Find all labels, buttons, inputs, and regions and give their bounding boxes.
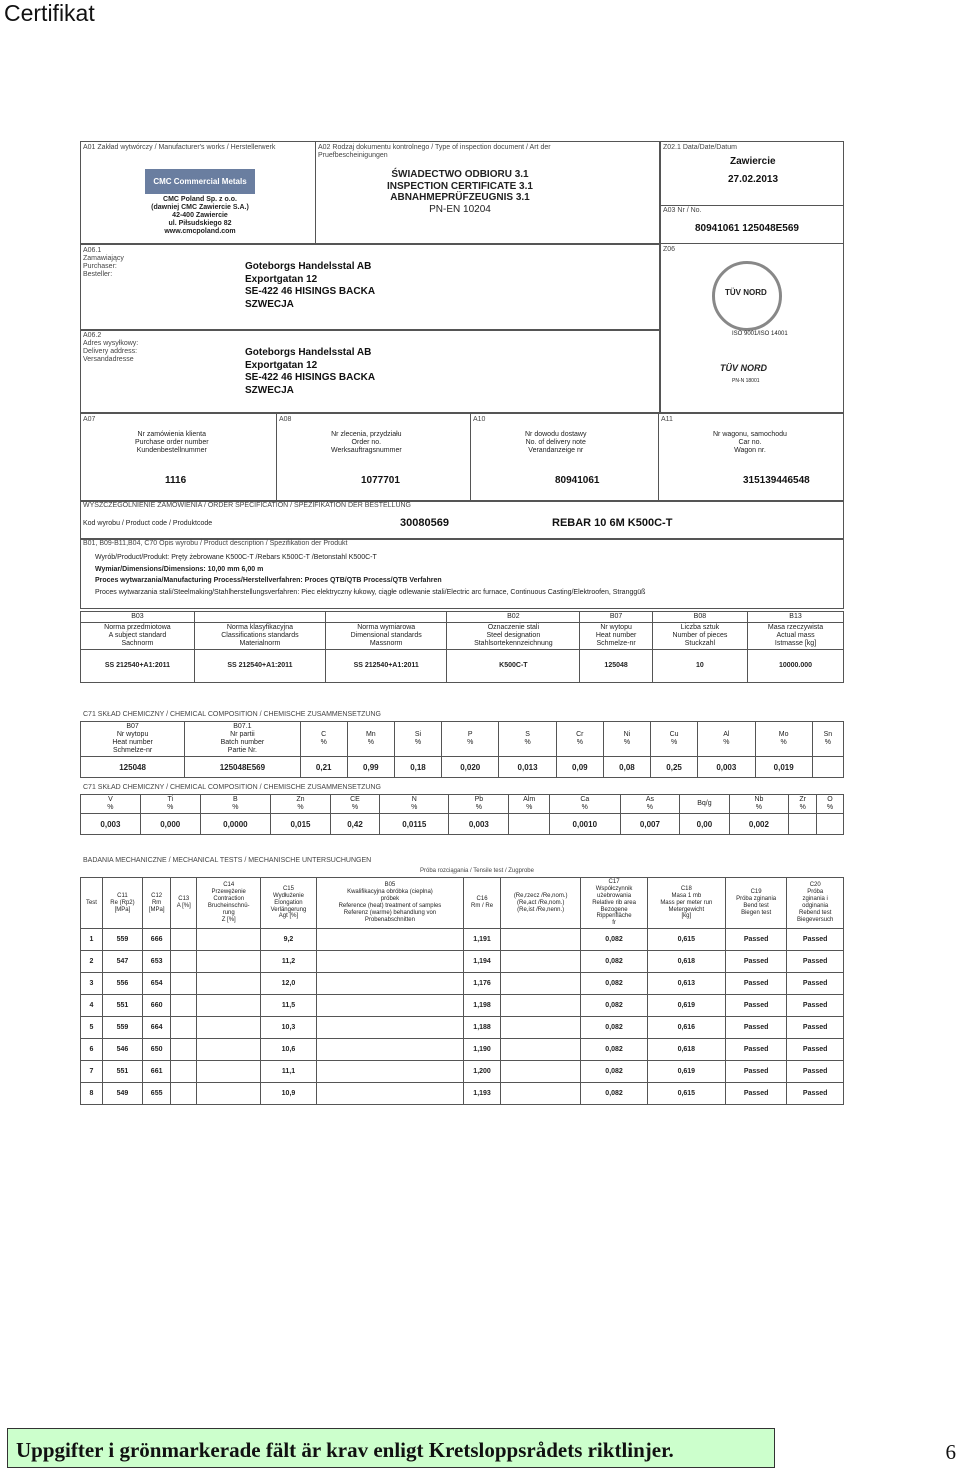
- cell: Passed: [725, 1061, 787, 1083]
- column-header: B07.1 Nr partii Batch number Partie Nr.: [185, 722, 300, 757]
- product-name: REBAR 10 6M K500C-T: [552, 517, 673, 529]
- cell: 1,188: [464, 1017, 501, 1039]
- a03-label: A03 Nr / No.: [663, 207, 702, 214]
- ref-label: Nr zamówienia klienta Purchase order number Kundenbestellnummer: [135, 431, 209, 455]
- cell: Passed: [725, 995, 787, 1017]
- cell: 655: [143, 1083, 171, 1105]
- cell: 1: [81, 929, 103, 951]
- cell: [817, 814, 844, 835]
- ref-value: 315139446548: [743, 475, 810, 486]
- column-header: Cr %: [556, 722, 603, 757]
- cell: 4: [81, 995, 103, 1017]
- cell: 650: [143, 1039, 171, 1061]
- std-code: B02: [447, 612, 580, 623]
- cell: [501, 973, 581, 995]
- cell: [171, 973, 197, 995]
- std-header: Masa rzeczywista Actual mass Istmasse [kg]: [748, 623, 844, 650]
- delivery-label: A06.2: [83, 332, 102, 339]
- column-header: C15 Wydłużenie Elongation Verlängerung Agt [%]: [261, 878, 317, 929]
- purchaser-line: Exportgatan 12: [245, 273, 318, 285]
- cell: 6: [81, 1039, 103, 1061]
- manufacturer-line: ul. Piłsudskiego 82: [168, 220, 232, 228]
- cell: Passed: [787, 995, 844, 1017]
- cell: 0,00: [680, 814, 729, 835]
- cell: 559: [102, 929, 142, 951]
- table-row: [81, 1083, 844, 1105]
- cell: 559: [102, 1017, 142, 1039]
- column-header: Zr %: [789, 795, 817, 814]
- delivery-line: Exportgatan 12: [245, 359, 318, 371]
- cell: 1,190: [464, 1039, 501, 1061]
- ref-divider: [658, 413, 659, 501]
- cell: 0,003: [81, 814, 141, 835]
- column-header: C11 Re (Rp2) [MPa]: [102, 878, 142, 929]
- std-row: [81, 612, 844, 623]
- column-header: CE %: [330, 795, 379, 814]
- cell: Passed: [787, 1039, 844, 1061]
- cell: 0,09: [556, 757, 603, 778]
- a01-label: A01 Zakład wytwórczy / Manufacturer's works / Herstellerwerk: [83, 144, 276, 151]
- cell: [316, 1083, 463, 1105]
- product-description: [95, 552, 645, 598]
- cell: 0,619: [647, 1061, 725, 1083]
- cell: 653: [143, 951, 171, 973]
- cell: [501, 1083, 581, 1105]
- column-header: Zn %: [271, 795, 331, 814]
- std-value: SS 212540+A1:2011: [81, 650, 195, 683]
- cell: 547: [102, 951, 142, 973]
- ref-code: A10: [473, 416, 486, 423]
- std-value: K500C-T: [447, 650, 580, 683]
- column-header: N %: [380, 795, 449, 814]
- cell: [501, 1061, 581, 1083]
- cell: 2: [81, 951, 103, 973]
- cell: 0,615: [647, 1083, 725, 1105]
- cell: 125048: [81, 757, 185, 778]
- column-header: P %: [442, 722, 499, 757]
- cell: 0,015: [271, 814, 331, 835]
- doc-type-line: ABNAHMEPRÜFZEUGNIS 3.1: [390, 192, 530, 203]
- cell: 1,198: [464, 995, 501, 1017]
- cell: 0,615: [647, 929, 725, 951]
- cell: 661: [143, 1061, 171, 1083]
- column-header: (Re,rzecz /Re,nom.) (Re,act /Re,nom.) (Re,ist /Re,nenn.): [501, 878, 581, 929]
- cell: [197, 973, 261, 995]
- cell: 0,082: [581, 1061, 648, 1083]
- column-header: As %: [620, 795, 680, 814]
- delivery-label: Delivery address:: [83, 348, 138, 356]
- cell: 1,191: [464, 929, 501, 951]
- purchaser-label: Purchaser:: [83, 263, 117, 271]
- std-row: [81, 650, 844, 683]
- cell: [789, 814, 817, 835]
- std-code: [194, 612, 325, 623]
- manufacturer-line: (dawniej CMC Zawiercie S.A.): [151, 204, 249, 212]
- cell: 1,200: [464, 1061, 501, 1083]
- cell: [501, 929, 581, 951]
- cell: Passed: [787, 929, 844, 951]
- table-row: [81, 757, 844, 778]
- footer-note: Uppgifter i grönmarkerade fält är krav enligt Kretsloppsrådets riktlinjer.: [7, 1428, 775, 1468]
- table-row: [81, 1061, 844, 1083]
- purchaser-label: A06.1: [83, 247, 102, 254]
- std-row: [81, 623, 844, 650]
- cell: [171, 929, 197, 951]
- chem1-header: C71 SKŁAD CHEMICZNY / CHEMICAL COMPOSITION / CHEMISCHE ZUSAMMENSETZUNG: [83, 711, 381, 718]
- cell: 10,6: [261, 1039, 317, 1061]
- cell: 0,000: [140, 814, 200, 835]
- delivery-label: Versandadresse: [83, 356, 134, 364]
- table-header-row: [81, 878, 844, 929]
- table-row: [81, 995, 844, 1017]
- table-header-row: [81, 795, 844, 814]
- cell: Passed: [725, 951, 787, 973]
- table-row: [81, 973, 844, 995]
- ref-divider: [470, 413, 471, 501]
- cell: 0,002: [729, 814, 789, 835]
- delivery-address: [245, 347, 375, 397]
- cell: 1,176: [464, 973, 501, 995]
- cell: [197, 995, 261, 1017]
- cell: 0,007: [620, 814, 680, 835]
- ref-code: A11: [661, 416, 673, 423]
- column-header: Ti %: [140, 795, 200, 814]
- delivery-line: Goteborgs Handelsstal AB: [245, 347, 372, 358]
- ref-code: A08: [279, 416, 292, 423]
- cell: 0,613: [647, 973, 725, 995]
- seal-text: TÜV NORD: [725, 288, 767, 297]
- page-title: Certifikat: [4, 0, 95, 26]
- manufacturer-line: CMC Poland Sp. z o.o.: [163, 196, 237, 203]
- ref-value: 1077701: [361, 475, 400, 486]
- cell: [501, 995, 581, 1017]
- cell: [197, 1061, 261, 1083]
- table-row: [81, 1039, 844, 1061]
- delivery-line: SE-422 46 HISINGS BACKA: [245, 372, 376, 383]
- cell: 0,0010: [550, 814, 620, 835]
- std-code: B03: [81, 612, 195, 623]
- ref-label: Nr wagonu, samochodu Car no. Wagon nr.: [713, 431, 787, 455]
- cell: Passed: [787, 973, 844, 995]
- column-header: C12 Rm [MPa]: [143, 878, 171, 929]
- cell: 546: [102, 1039, 142, 1061]
- ref-divider: [276, 413, 277, 501]
- delivery-line: SZWECJA: [245, 384, 294, 396]
- cell: [197, 1017, 261, 1039]
- cell: [316, 973, 463, 995]
- cell: 551: [102, 995, 142, 1017]
- tuv-nord-logo: TÜV NORD: [720, 363, 767, 373]
- delivery-labels: [83, 332, 138, 364]
- cell: 0,618: [647, 1039, 725, 1061]
- table-header-row: [81, 722, 844, 757]
- std-value: 10: [652, 650, 747, 683]
- cell: 0,082: [581, 1039, 648, 1061]
- cell: Passed: [787, 951, 844, 973]
- cell: 556: [102, 973, 142, 995]
- cell: 10,3: [261, 1017, 317, 1039]
- purchaser-label: Zamawiający: [83, 255, 124, 263]
- cell: 0,082: [581, 951, 648, 973]
- mechanical-tests-table: [80, 877, 844, 1105]
- seal-ring-text: ISO 9001/ISO 14001: [732, 331, 788, 337]
- ref-label: Nr zlecenia, przydziału Order no. Werksauftragsnummer: [331, 431, 402, 455]
- cell: 7: [81, 1061, 103, 1083]
- column-header: Nb %: [729, 795, 789, 814]
- doc-type-line: INSPECTION CERTIFICATE 3.1: [387, 180, 533, 192]
- std-header: Oznaczenie stali Steel designation Stahlsortekennzeichnung: [447, 623, 580, 650]
- cell: 0,013: [499, 757, 556, 778]
- cell: 0,082: [581, 1083, 648, 1105]
- cell: [501, 951, 581, 973]
- std-value: 125048: [580, 650, 652, 683]
- z06-label: Z06: [663, 246, 676, 253]
- table-row: [81, 951, 844, 973]
- cell: [316, 995, 463, 1017]
- cell: [509, 814, 550, 835]
- table-row: [81, 929, 844, 951]
- manufacturer-line: www.cmcpoland.com: [164, 228, 236, 236]
- cell: Passed: [725, 1017, 787, 1039]
- std-header: Norma wymiarowa Dimensional standards Massnorm: [326, 623, 447, 650]
- column-header: B %: [200, 795, 270, 814]
- cell: 549: [102, 1083, 142, 1105]
- certification-seal: [712, 261, 782, 331]
- cell: 0,0000: [200, 814, 270, 835]
- column-header: C13 A [%]: [171, 878, 197, 929]
- column-header: Ni %: [603, 722, 650, 757]
- cell: Passed: [725, 1083, 787, 1105]
- column-header: Pb %: [449, 795, 509, 814]
- cell: 1,194: [464, 951, 501, 973]
- cell: [316, 1017, 463, 1039]
- std-code: B07: [580, 612, 652, 623]
- cell: 10,9: [261, 1083, 317, 1105]
- column-header: Ca %: [550, 795, 620, 814]
- cell: Passed: [725, 973, 787, 995]
- cell: 0,18: [394, 757, 441, 778]
- cell: 0,0115: [380, 814, 449, 835]
- std-header: Norma klasyfikacyjna Classifications standards Materialnorm: [194, 623, 325, 650]
- mech-subheader: Próba rozciągania / Tensile test / Zugprobe: [420, 868, 534, 874]
- column-header: Sn %: [812, 722, 843, 757]
- mech-header: BADANIA MECHANICZNE / MECHANICAL TESTS / MECHANISCHE UNTERSUCHUNGEN: [83, 857, 372, 864]
- purchaser-line: Goteborgs Handelsstal AB: [245, 261, 372, 272]
- cell: [171, 1039, 197, 1061]
- column-header: Alm %: [509, 795, 550, 814]
- cell: 664: [143, 1017, 171, 1039]
- cell: 0,21: [300, 757, 347, 778]
- cell: [812, 757, 843, 778]
- cell: 551: [102, 1061, 142, 1083]
- table-row: [81, 1017, 844, 1039]
- a02-label: A02 Rodzaj dokumentu kontrolnego / Type of inspection document / Art der Pruefbescheinigungen: [318, 144, 551, 160]
- chem2-header: C71 SKŁAD CHEMICZNY / CHEMICAL COMPOSITION / CHEMISCHE ZUSAMMENSETZUNG: [83, 784, 381, 791]
- chemical-composition-table-2: [80, 794, 844, 835]
- column-header: Mo %: [755, 722, 812, 757]
- cell: Passed: [787, 1017, 844, 1039]
- ref-code: A07: [83, 416, 96, 423]
- std-code: B08: [652, 612, 747, 623]
- std-header: Nr wytopu Heat number Schmelze-nr: [580, 623, 652, 650]
- std-value: SS 212540+A1:2011: [326, 650, 447, 683]
- cell: [197, 951, 261, 973]
- ref-value: 80941061: [555, 475, 600, 486]
- cell: Passed: [787, 1083, 844, 1105]
- column-header: C16 Rm / Re: [464, 878, 501, 929]
- std-header: Norma przedmiotowa A subject standard Sachnorm: [81, 623, 195, 650]
- cell: 5: [81, 1017, 103, 1039]
- cell: [316, 951, 463, 973]
- document-type: [380, 169, 540, 215]
- purchaser-address: [245, 261, 375, 311]
- cell: 0,082: [581, 973, 648, 995]
- cell: 11,1: [261, 1061, 317, 1083]
- column-header: Si %: [394, 722, 441, 757]
- delivery-label: Adres wysyłkowy:: [83, 340, 139, 348]
- chemical-composition-table-1: [80, 721, 844, 778]
- certificate-number: 80941061 125048E569: [695, 223, 799, 234]
- cell: [197, 929, 261, 951]
- cell: [171, 1061, 197, 1083]
- cell: [171, 995, 197, 1017]
- cell: 11,5: [261, 995, 317, 1017]
- product-line: Proces wytwarzania stali/Steelmaking/Stahlherstellungsverfahren: Piec elektryczny łukowy, ciągłe odlewanie stali/Electric arc furnace, Continuous Casting/Elektroofen, Stranggüß: [95, 588, 646, 596]
- std-value: 10000.000: [748, 650, 844, 683]
- cell: 0,08: [603, 757, 650, 778]
- product-code: 30080569: [400, 517, 449, 529]
- cell: 3: [81, 973, 103, 995]
- cell: 0,619: [647, 995, 725, 1017]
- manufacturer-address: [135, 196, 265, 236]
- std-code: B13: [748, 612, 844, 623]
- issue-date: 27.02.2013: [728, 174, 779, 185]
- column-header: Bq/g: [680, 795, 729, 814]
- doc-type-line: PN-EN 10204: [429, 203, 491, 215]
- product-code-label: Kod wyrobu / Product code / Produktcode: [83, 520, 213, 527]
- cell: 8: [81, 1083, 103, 1105]
- doc-type-line: ŚWIADECTWO ODBIORU 3.1: [391, 169, 529, 180]
- cell: 125048E569: [185, 757, 300, 778]
- ref-label: Nr dowodu dostawy No. of delivery note Verandanzeige nr: [525, 431, 587, 455]
- cell: Passed: [725, 1039, 787, 1061]
- column-header: C %: [300, 722, 347, 757]
- product-line: Proces wytwarzania/Manufacturing Process/Herstellverfahren: Proces QTB/QTB Process/QTB Verfahren: [95, 577, 442, 585]
- cell: 0,42: [330, 814, 379, 835]
- cmc-logo: CMC Commercial Metals: [145, 169, 255, 194]
- inspection-certificate-scan: [80, 141, 844, 1149]
- cell: [501, 1039, 581, 1061]
- column-header: C14 Przewężenie Contraction Brucheinschnü- rung Z [%]: [197, 878, 261, 929]
- cell: 0,019: [755, 757, 812, 778]
- cell: Passed: [787, 1061, 844, 1083]
- column-header: C20 Próba zginania i odginania Rebend test Biegeversuch: [787, 878, 844, 929]
- cell: 0,082: [581, 929, 648, 951]
- cell: [171, 951, 197, 973]
- cell: 0,082: [581, 1017, 648, 1039]
- cell: [197, 1083, 261, 1105]
- column-header: S %: [499, 722, 556, 757]
- product-desc-header: B01, B09-B11,B04, C70 Opis wyrobu / Product description / Spezifikation der Produkt: [83, 540, 348, 547]
- column-header: O %: [817, 795, 844, 814]
- cell: [316, 1061, 463, 1083]
- column-header: B07 Nr wytopu Heat number Schmelze-nr: [81, 722, 185, 757]
- cell: 0,003: [449, 814, 509, 835]
- cell: 666: [143, 929, 171, 951]
- cell: [316, 929, 463, 951]
- purchaser-line: SZWECJA: [245, 298, 294, 310]
- std-value: SS 212540+A1:2011: [194, 650, 325, 683]
- ref-value: 1116: [165, 475, 187, 486]
- cell: 0,003: [698, 757, 755, 778]
- std-code: [326, 612, 447, 623]
- tuv-nord-subtext: PN-N 18001: [732, 378, 760, 384]
- table-row: [81, 814, 844, 835]
- order-spec-header: WYSZCZEGÓLNIENIE ZAMÓWIENIA / ORDER SPECIFICATION / SPEZIFIKATION DER BESTELLUNG: [83, 502, 412, 509]
- references-box: [80, 413, 844, 501]
- column-header: C19 Próba zginania Bend test Biegen test: [725, 878, 787, 929]
- issue-place: Zawiercie: [730, 156, 776, 167]
- column-header: Al %: [698, 722, 755, 757]
- cell: 0,082: [581, 995, 648, 1017]
- column-header: C17 Współczynnik użebrowania Relative rib area Bezogene Rippenfläche fr: [581, 878, 648, 929]
- cell: Passed: [725, 929, 787, 951]
- column-header: V %: [81, 795, 141, 814]
- manufacturer-line: 42-400 Zawiercie: [172, 212, 228, 220]
- column-header: Cu %: [651, 722, 698, 757]
- cell: 9,2: [261, 929, 317, 951]
- z02-label: Z02.1 Data/Date/Datum: [663, 144, 737, 151]
- cell: [171, 1083, 197, 1105]
- purchaser-label: Besteller:: [83, 271, 113, 279]
- cell: 1,193: [464, 1083, 501, 1105]
- cell: 0,616: [647, 1017, 725, 1039]
- cell: 654: [143, 973, 171, 995]
- cell: [501, 1017, 581, 1039]
- cell: 0,99: [347, 757, 394, 778]
- product-line: Wymiar/Dimensions/Dimensions: 10,00 mm 6,00 m: [95, 565, 264, 573]
- column-header: C18 Masa 1 mb Mass per meter run Metergewicht [kg]: [647, 878, 725, 929]
- cell: 11,2: [261, 951, 317, 973]
- cell: 0,020: [442, 757, 499, 778]
- purchaser-labels: [83, 247, 124, 279]
- cell: [197, 1039, 261, 1061]
- cell: 12,0: [261, 973, 317, 995]
- cell: 0,618: [647, 951, 725, 973]
- std-header: Liczba sztuk Number of pieces Stuckzahl: [652, 623, 747, 650]
- column-header: Mn %: [347, 722, 394, 757]
- cell: 0,25: [651, 757, 698, 778]
- column-header: Test: [81, 878, 103, 929]
- cell: [316, 1039, 463, 1061]
- page-number: 6: [945, 1440, 956, 1464]
- product-line: Wyrób/Product/Produkt: Pręty żebrowane K500C-T /Rebars K500C-T /Betonstahl K500C-T: [95, 554, 377, 561]
- column-header: B05 Kwalifikacyjna obróbka (cieplna) próbek Reference (heat) treatment of samples Referenz (warme) behandlung von Probenabschnitten: [316, 878, 463, 929]
- purchaser-line: SE-422 46 HISINGS BACKA: [245, 286, 376, 297]
- cell: [171, 1017, 197, 1039]
- cell: 660: [143, 995, 171, 1017]
- standards-table: [80, 611, 844, 683]
